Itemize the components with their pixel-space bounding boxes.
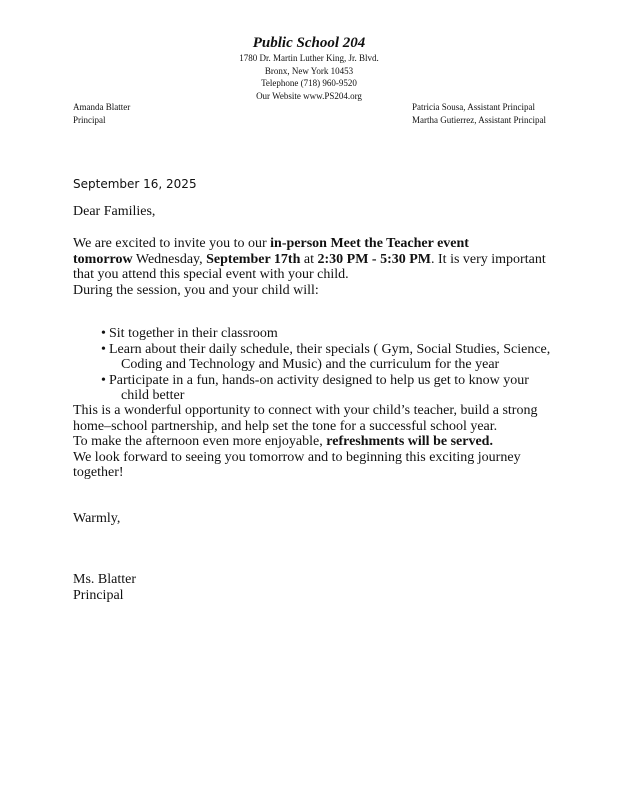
letter-date: September 16, 2025: [73, 177, 197, 191]
refreshments-note: refreshments will be served.: [326, 434, 493, 449]
signature-name: Ms. Blatter: [73, 572, 136, 587]
list-item: [101, 342, 551, 373]
assistant-principal-1: Patricia Sousa, Assistant Principal: [412, 102, 536, 112]
assistant-principal-2: Martha Gutierrez, Assistant Principal: [412, 114, 546, 125]
telephone: Telephone (718) 960-9520: [261, 78, 357, 88]
bullet-icon: •: [101, 341, 106, 357]
website: Our Website www.PS204.org: [256, 90, 362, 101]
text: This is a wonderful opportunity to connect with your child’s teacher, build a strong home–school partnership, and help set the tone for a successful school year.: [73, 403, 538, 434]
address-line-1: 1780 Dr. Martin Luther King, Jr. Blvd.: [239, 53, 379, 63]
list-item-text: Learn about their daily schedule, their specials ( Gym, Social Studies, Science,: [109, 341, 551, 357]
text: We look forward to seeing you tomorrow and to beginning this exciting journey together!: [73, 449, 521, 480]
event-name: in-person Meet the Teacher event: [270, 236, 469, 251]
signature-block: [73, 572, 553, 603]
closing: Warmly,: [73, 511, 121, 526]
list-item: [101, 326, 551, 342]
list-item-text: Sit together in their classroom: [109, 326, 278, 341]
signature-title: Principal: [73, 587, 124, 603]
bullet-icon: •: [101, 326, 106, 341]
list-item: [101, 373, 551, 404]
bullet-icon: •: [101, 372, 106, 388]
paragraph-closing: [73, 403, 553, 481]
letterhead: [0, 34, 618, 102]
text: To make the afternoon even more enjoyable,: [73, 434, 327, 449]
paragraph-invitation: [73, 236, 553, 298]
text: Wednesday,: [132, 251, 207, 267]
principal-block: [73, 101, 130, 126]
activity-list: [101, 326, 551, 404]
assistant-principals-block: [412, 101, 546, 126]
text: . It is very important that you attend this special event with your child.: [73, 251, 546, 282]
event-day: tomorrow: [73, 251, 133, 267]
greeting: Dear Families,: [73, 204, 156, 219]
principal-name: Amanda Blatter: [73, 102, 131, 112]
event-date: September 17th: [206, 251, 301, 267]
text: at: [300, 251, 318, 267]
list-item-text: Participate in a fun, hands-on activity designed to help us get to know your: [109, 372, 529, 388]
principal-title: Principal: [73, 114, 106, 125]
school-name: Public School 204: [252, 35, 366, 51]
text: During the session, you and your child will:: [73, 282, 319, 298]
text: We are excited to invite you to our: [73, 236, 271, 251]
list-item-text-continued: child better: [121, 388, 185, 403]
event-time: 2:30 PM - 5:30 PM: [317, 251, 432, 267]
list-item-text-continued: Coding and Technology and Music) and the curriculum for the year: [121, 357, 500, 372]
address-line-2: Bronx, New York 10453: [264, 65, 354, 76]
